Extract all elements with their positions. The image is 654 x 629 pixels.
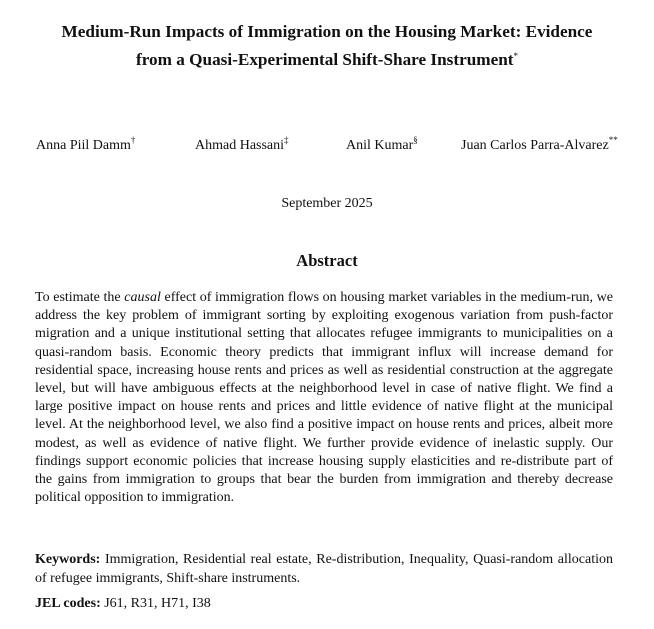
abstract-text-before: To estimate the xyxy=(35,290,125,305)
jel-codes-section xyxy=(35,594,613,614)
abstract-emphasis: causal xyxy=(124,290,161,305)
jel-codes-text: J61, R31, H71, I38 xyxy=(104,596,211,611)
title-line-1 xyxy=(0,18,654,46)
keywords-label: Keywords: xyxy=(35,552,101,567)
author-2-mark: ‡ xyxy=(284,135,289,145)
author-1 xyxy=(36,136,135,156)
author-3-name: Anil Kumar xyxy=(346,138,414,153)
abstract-heading: Abstract xyxy=(296,251,358,270)
title-line-2 xyxy=(0,46,654,74)
keywords-section xyxy=(35,551,613,588)
author-1-name: Anna Piil Damm xyxy=(36,138,131,153)
author-4-mark: ** xyxy=(608,135,618,145)
abstract-body xyxy=(35,289,613,507)
author-2-name: Ahmad Hassani xyxy=(195,138,285,153)
author-4-name: Juan Carlos Parra-Alvarez xyxy=(461,138,609,153)
title-footnote-mark: * xyxy=(513,51,518,61)
title-line-2-text: from a Quasi-Experimental Shift-Share Instrument xyxy=(136,50,514,69)
author-1-mark: † xyxy=(130,135,136,145)
author-4 xyxy=(461,136,618,156)
paper-title xyxy=(0,18,654,74)
title-line-1-text: Medium-Run Impacts of Immigration on the Housing Market: Evidence xyxy=(61,22,593,41)
author-2 xyxy=(195,136,289,156)
jel-codes-label: JEL codes: xyxy=(35,596,101,611)
author-list xyxy=(0,136,654,156)
abstract-text-after: effect of immigration flows on housing market variables in the medium-run, we address the key problem of immigrant sorting by exploiting exogenous variation from push-factor migration and a unique institutional setting that allocates refugee immigrants to municipalities on a quasi-random basis. Economic theory predicts that immigrant influx will increase demand for residential space, increasing house rents and prices as well as residential construction at the aggregate level, but will have ambiguous effects at the neighborhood level in case of native flight. We find a large positive impact on house rents and prices and little evidence of native flight at the municipal level. At the neighborhood level, we also find a positive impact on house rents and prices, albeit more modest, as well as evidence of native flight. We further provide evidence of inelastic supply. Our findings support economic policies that increase housing supply elasticities and re-distribute part of the gains from immigration to groups that bear the burden from immigration and thereby decrease political opposition to immigration. xyxy=(35,290,613,506)
author-3-mark: § xyxy=(413,135,418,145)
keywords-text: Immigration, Residential real estate, Re-distribution, Inequality, Quasi-random allocation of refugee immigrants, Shift-share instruments. xyxy=(35,552,614,586)
publication-date: September 2025 xyxy=(281,196,373,211)
author-3 xyxy=(346,136,418,156)
